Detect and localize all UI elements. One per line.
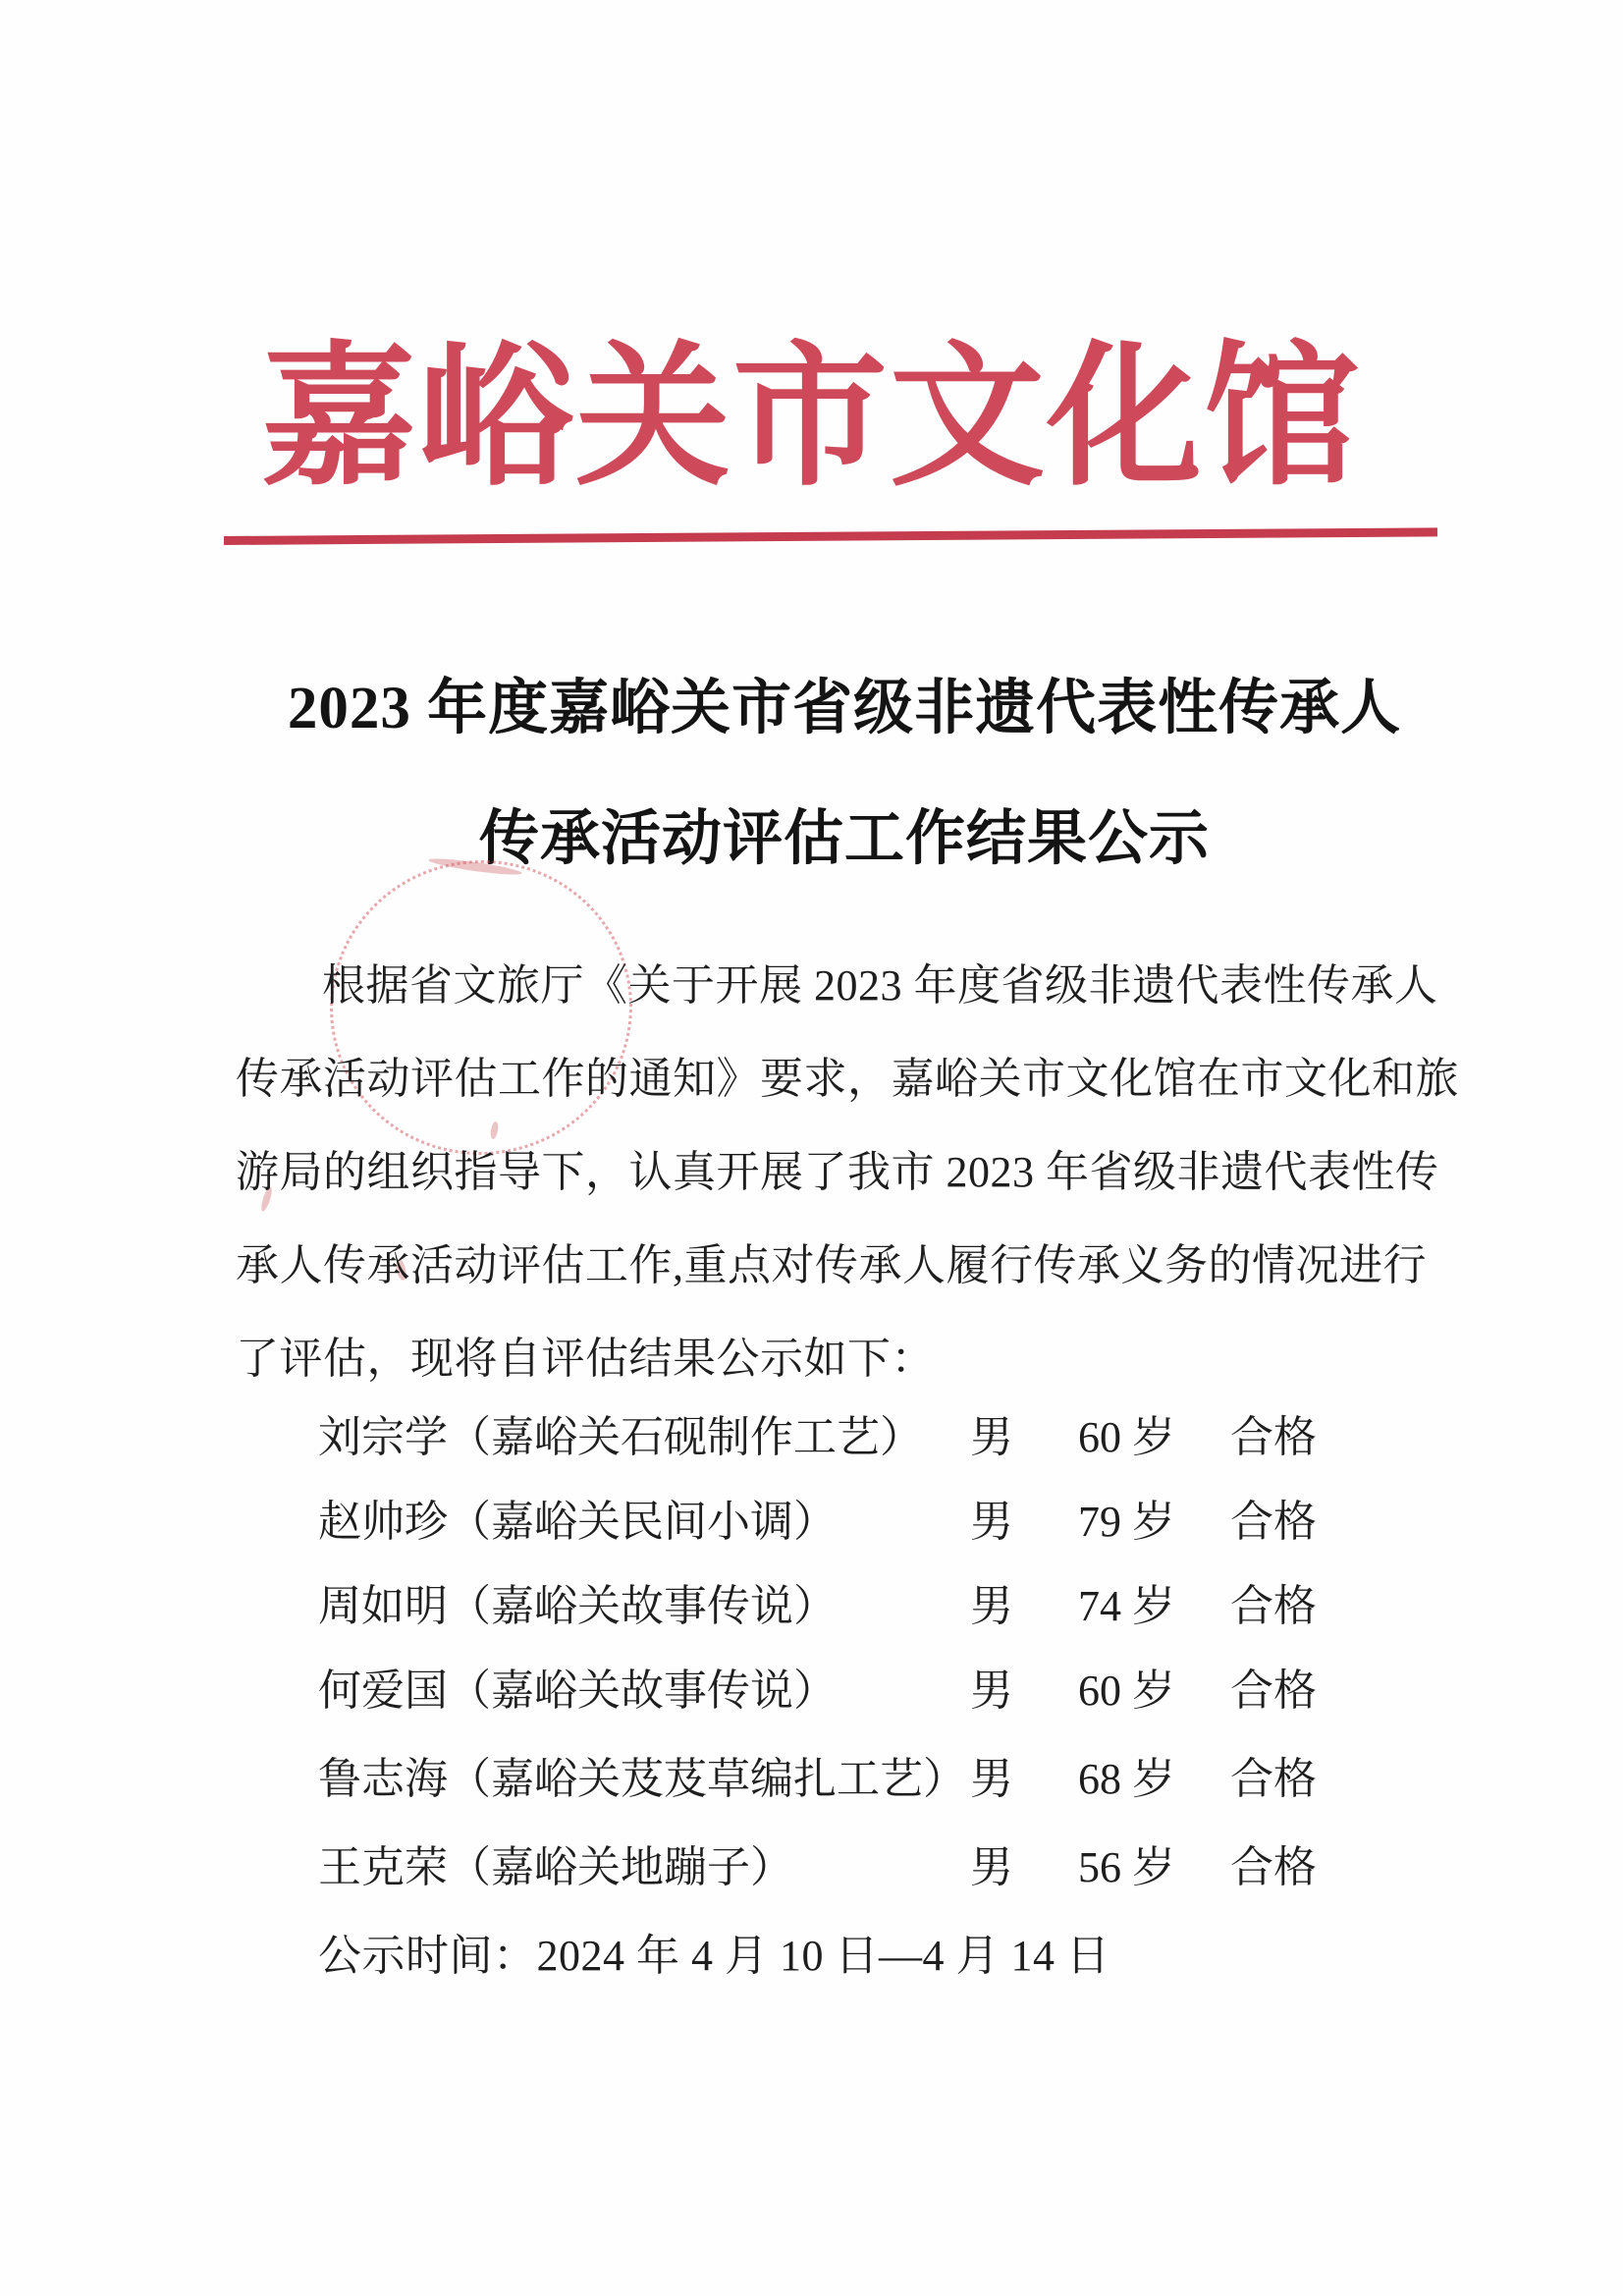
letterhead-org-name: 嘉峪关市文化馆 bbox=[261, 333, 1361, 505]
roster-age: 68 岁 bbox=[1078, 1755, 1175, 1803]
roster-result: 合格 bbox=[1230, 1667, 1317, 1715]
paragraph-line: 承人传承活动评估工作,重点对传承人履行传承义务的情况进行 bbox=[236, 1241, 1427, 1289]
roster-age: 60 岁 bbox=[1078, 1413, 1175, 1461]
body-paragraph bbox=[236, 939, 1459, 1405]
roster-gender: 男 bbox=[970, 1498, 1013, 1546]
roster-result: 合格 bbox=[1230, 1843, 1317, 1891]
roster-result: 合格 bbox=[1230, 1413, 1317, 1461]
roster-row bbox=[236, 1648, 1459, 1734]
roster-gender: 男 bbox=[970, 1582, 1013, 1630]
roster-gender: 男 bbox=[970, 1755, 1013, 1803]
roster-gender: 男 bbox=[970, 1843, 1013, 1891]
roster-row bbox=[236, 1563, 1459, 1650]
roster-result: 合格 bbox=[1230, 1755, 1317, 1803]
roster-row bbox=[236, 1736, 1459, 1823]
roster-name-item: 鲁志海（嘉峪关芨芨草编扎工艺） bbox=[318, 1755, 966, 1803]
roster-age: 56 岁 bbox=[1078, 1843, 1175, 1891]
paragraph-line: 传承活动评估工作的通知》要求，嘉峪关市文化馆在市文化和旅 bbox=[236, 1055, 1459, 1103]
roster-result: 合格 bbox=[1230, 1498, 1317, 1546]
paragraph-line: 根据省文旅厅《关于开展 2023 年度省级非遗代表性传承人 bbox=[322, 961, 1438, 1010]
roster-name-item: 何爱国（嘉峪关故事传说） bbox=[318, 1667, 837, 1715]
roster-name-item: 赵帅珍（嘉峪关民间小调） bbox=[318, 1498, 837, 1546]
roster-name-item: 周如明（嘉峪关故事传说） bbox=[318, 1582, 837, 1630]
roster-age: 79 岁 bbox=[1078, 1498, 1175, 1546]
roster-gender: 男 bbox=[970, 1413, 1013, 1461]
roster-age: 74 岁 bbox=[1078, 1582, 1175, 1630]
document-title-line2: 传承活动评估工作结果公示 bbox=[478, 806, 1210, 872]
roster-row bbox=[236, 1825, 1459, 1911]
roster-row bbox=[236, 1394, 1459, 1481]
roster-row bbox=[236, 1479, 1459, 1565]
publicity-period: 公示时间：2024 年 4 月 10 日—4 月 14 日 bbox=[318, 1932, 1110, 1980]
roster-name-item: 刘宗学（嘉峪关石砚制作工艺） bbox=[318, 1413, 923, 1461]
roster-age: 60 岁 bbox=[1078, 1667, 1175, 1715]
paragraph-line: 了评估，现将自评估结果公示如下： bbox=[236, 1335, 935, 1383]
document-title-line1: 2023 年度嘉峪关市省级非遗代表性传承人 bbox=[287, 676, 1402, 741]
roster-name-item: 王克荣（嘉峪关地蹦子） bbox=[318, 1843, 793, 1891]
paragraph-line: 游局的组织指导下，认真开展了我市 2023 年省级非遗代表性传 bbox=[236, 1148, 1439, 1196]
roster-gender: 男 bbox=[970, 1667, 1013, 1715]
letterhead-rule bbox=[224, 527, 1437, 545]
roster-result: 合格 bbox=[1230, 1582, 1317, 1630]
